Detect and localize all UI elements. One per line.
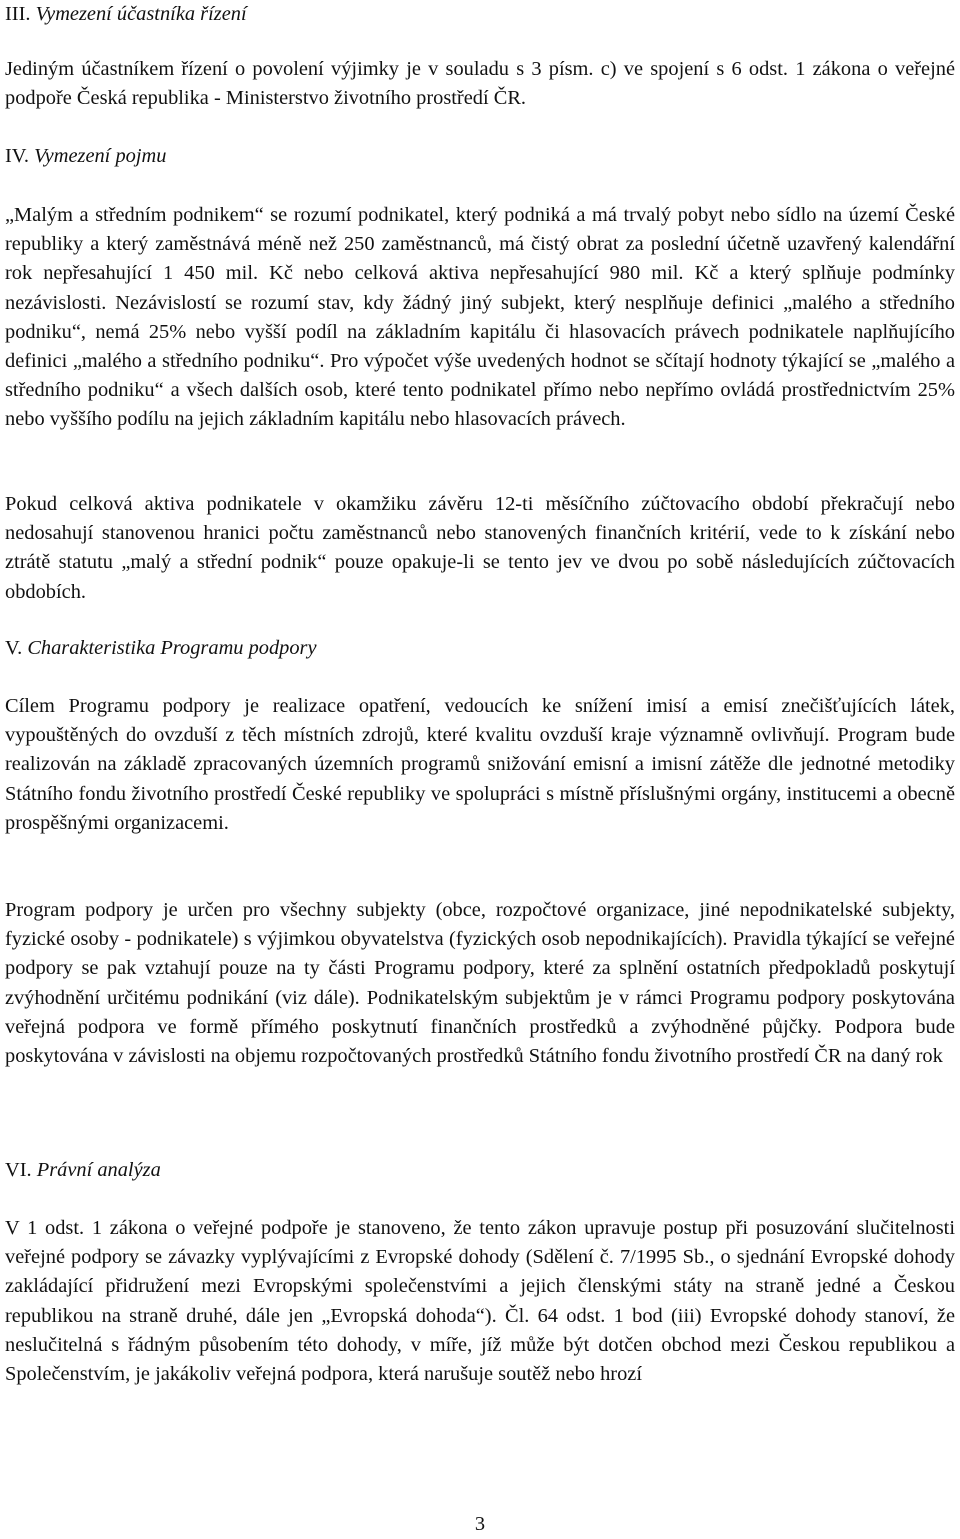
section-heading-3 [5,0,247,29]
section-title: Vymezení účastníka řízení [35,3,247,25]
paragraph: Program podpory je určen pro všechny subjekty (obce, rozpočtové organizace, jiné nepodnikatelské subjekty, fyzické osoby - podnikatele) s výjimkou obyvatelstva (fyzických osob nepodnikajících). Pravidla týkající se veřejné podpory se pak vztahují pouze na ty části Programu podpory, které za splnění ostatních předpokladů poskytují zvýhodnění určitému podnikání (viz dále). Podnikatelským subjektům je v rámci Programu podpory poskytována veřejná podpora ve formě přímého poskytnutí finančních prostředků a zvýhodněné půjčky. Podpora bude poskytována v závislosti na objemu rozpočtovaných prostředků Státního fondu životního prostředí ČR na daný rok [5,899,955,1068]
section-title: Právní analýza [36,1159,161,1181]
page-number: 3 [474,1513,486,1535]
section-title: Charakteristika Programu podpory [27,637,317,659]
paragraph: „Malým a středním podnikem“ se rozumí podnikatel, který podniká a má trvalý pobyt nebo sídlo na území České republiky a který zaměstnává méně než 250 zaměstnanců, má čistý obrat za poslední účetně uzavřený kalendářní rok nepřesahující 1 450 mil. Kč nebo celková aktiva nepřesahující 980 mil. Kč a který splňuje podmínky nezávislosti. Nezávislostí se rozumí stav, kdy žádný jiný subjekt, který nesplňuje definici „malého a středního podniku“, nemá 25% nebo vyšší podíl na základním kapitálu či hlasovacích právech podnikatele naplňujícího definici „malého a středního podniku“. Pro výpočet výše uvedených hodnot se sčítají hodnoty týkající se „malého a středního podniku“ a všech dalších osob, které tento podnikatel přímo nebo nepřímo ovládá prostřednictvím 25% nebo vyššího podílu na jejich základním kapitálu nebo hlasovacích právech. [5,204,955,431]
paragraph: Cílem Programu podpory je realizace opatření, vedoucích ke snížení imisí a emisí znečišťujících látek, vypouštěných do ovzduší z těch místních zdrojů, které kvalitu ovzduší kraje významně ovlivňují. Program bude realizován na základě zpracovaných územních programů snižování emisní a imisní zátěže dle jednotné metodiky Státního fondu životního prostředí České republiky ve spolupráci s místně příslušnými orgány, institucemi a obecně prospěšnými organizacemi. [5,695,955,834]
paragraph: Jediným účastníkem řízení o povolení výjimky je v souladu s 3 písm. c) ve spojení s 6 odst. 1 zákona o veřejné podpoře Česká republika - Ministerstvo životního prostředí ČR. [5,58,955,110]
section-heading-5 [5,634,317,663]
paragraph: Pokud celková aktiva podnikatele v okamžiku závěru 12-ti měsíčního zúčtovacího období překračují nebo nedosahují stanovenou hranici počtu zaměstnanců nebo stanovených finančních kritérií, vede to k získání nebo ztrátě statutu „malý a střední podnik“ pouze opakuje-li se tento jev ve dvou po sobě následujících zúčtovacích obdobích. [5,493,955,603]
section-number: VI. [5,1159,32,1181]
section-title: Vymezení pojmu [34,145,167,167]
section-number: III. [5,3,31,25]
section-heading-4 [5,142,166,171]
paragraph: V 1 odst. 1 zákona o veřejné podpoře je stanoveno, že tento zákon upravuje postup při posuzování slučitelnosti veřejné podpory se závazky vyplývajícími z Evropské dohody (Sdělení č. 7/1995 Sb., o sjednání Evropské dohody zakládající přidružení mezi Evropskými společenstvími a jejich členskými státy na straně jedné a Českou republikou na straně druhé, dále jen „Evropská dohoda“). Čl. 64 odst. 1 bod (iii) Evropské dohody stanoví, že neslučitelná s řádným působením této dohody, v míře, jíž může být dotčen obchod mezi Českou republikou a Společenstvím, je jakákoliv veřejná podpora, která narušuje soutěž nebo hrozí [5,1217,955,1386]
section-number: V. [5,637,23,659]
section-number: IV. [5,145,29,167]
section-heading-6 [5,1156,161,1185]
